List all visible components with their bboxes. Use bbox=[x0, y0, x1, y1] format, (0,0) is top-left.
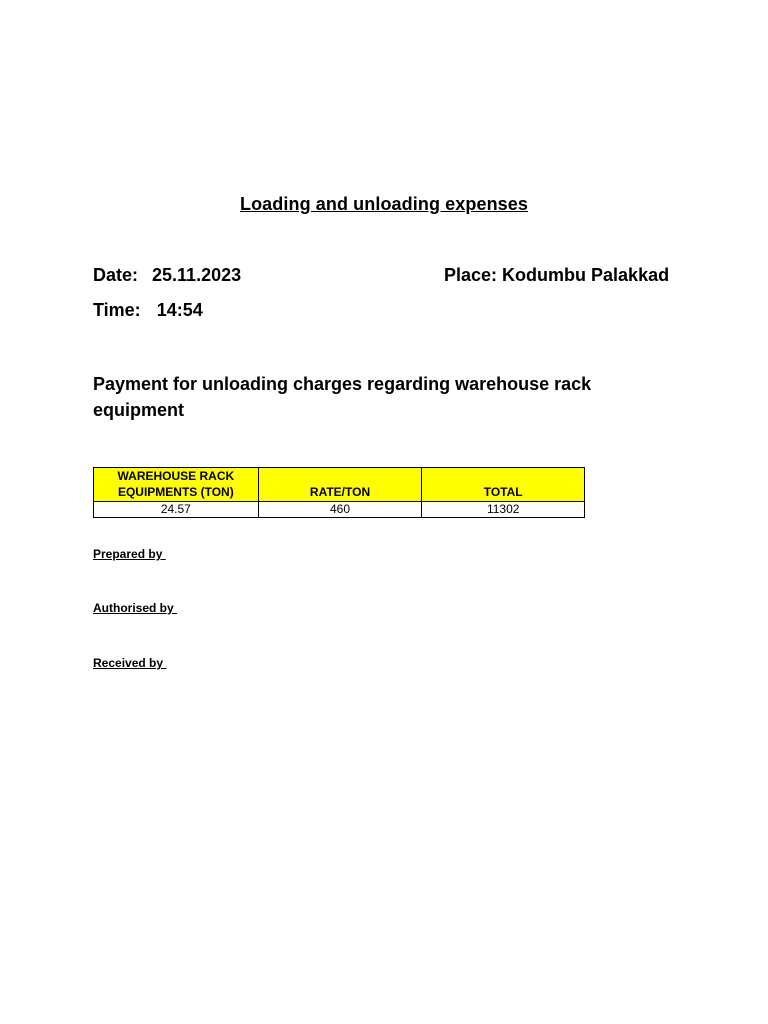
time-line bbox=[93, 300, 203, 321]
table-header-row bbox=[94, 468, 585, 502]
header-equipment-ton: WAREHOUSE RACK EQUIPMENTS (TON) bbox=[94, 468, 259, 502]
cell-total: 11302 bbox=[422, 502, 585, 518]
prepared-by-label: Prepared by bbox=[93, 547, 166, 561]
place-label: Place: bbox=[444, 265, 498, 285]
date-value: 25.11.2023 bbox=[152, 265, 242, 285]
payment-description: Payment for unloading charges regarding warehouse rack equipment bbox=[93, 374, 592, 420]
time-label: Time: bbox=[93, 300, 141, 320]
date-line bbox=[93, 265, 241, 286]
place-line bbox=[444, 265, 669, 286]
cell-rate-per-ton: 460 bbox=[258, 502, 422, 518]
time-value: 14:54 bbox=[156, 300, 203, 320]
received-by-label: Received by bbox=[93, 656, 167, 670]
header-rate-per-ton: RATE/TON bbox=[258, 468, 422, 502]
charges-table bbox=[93, 467, 585, 518]
document-title: Loading and unloading expenses bbox=[239, 194, 529, 214]
table-row bbox=[94, 502, 585, 518]
cell-equipment-ton: 24.57 bbox=[94, 502, 259, 518]
authorised-by-label: Authorised by bbox=[93, 601, 178, 615]
date-label: Date: bbox=[93, 265, 139, 285]
place-value: Kodumbu Palakkad bbox=[502, 265, 670, 285]
header-total: TOTAL bbox=[422, 468, 585, 502]
